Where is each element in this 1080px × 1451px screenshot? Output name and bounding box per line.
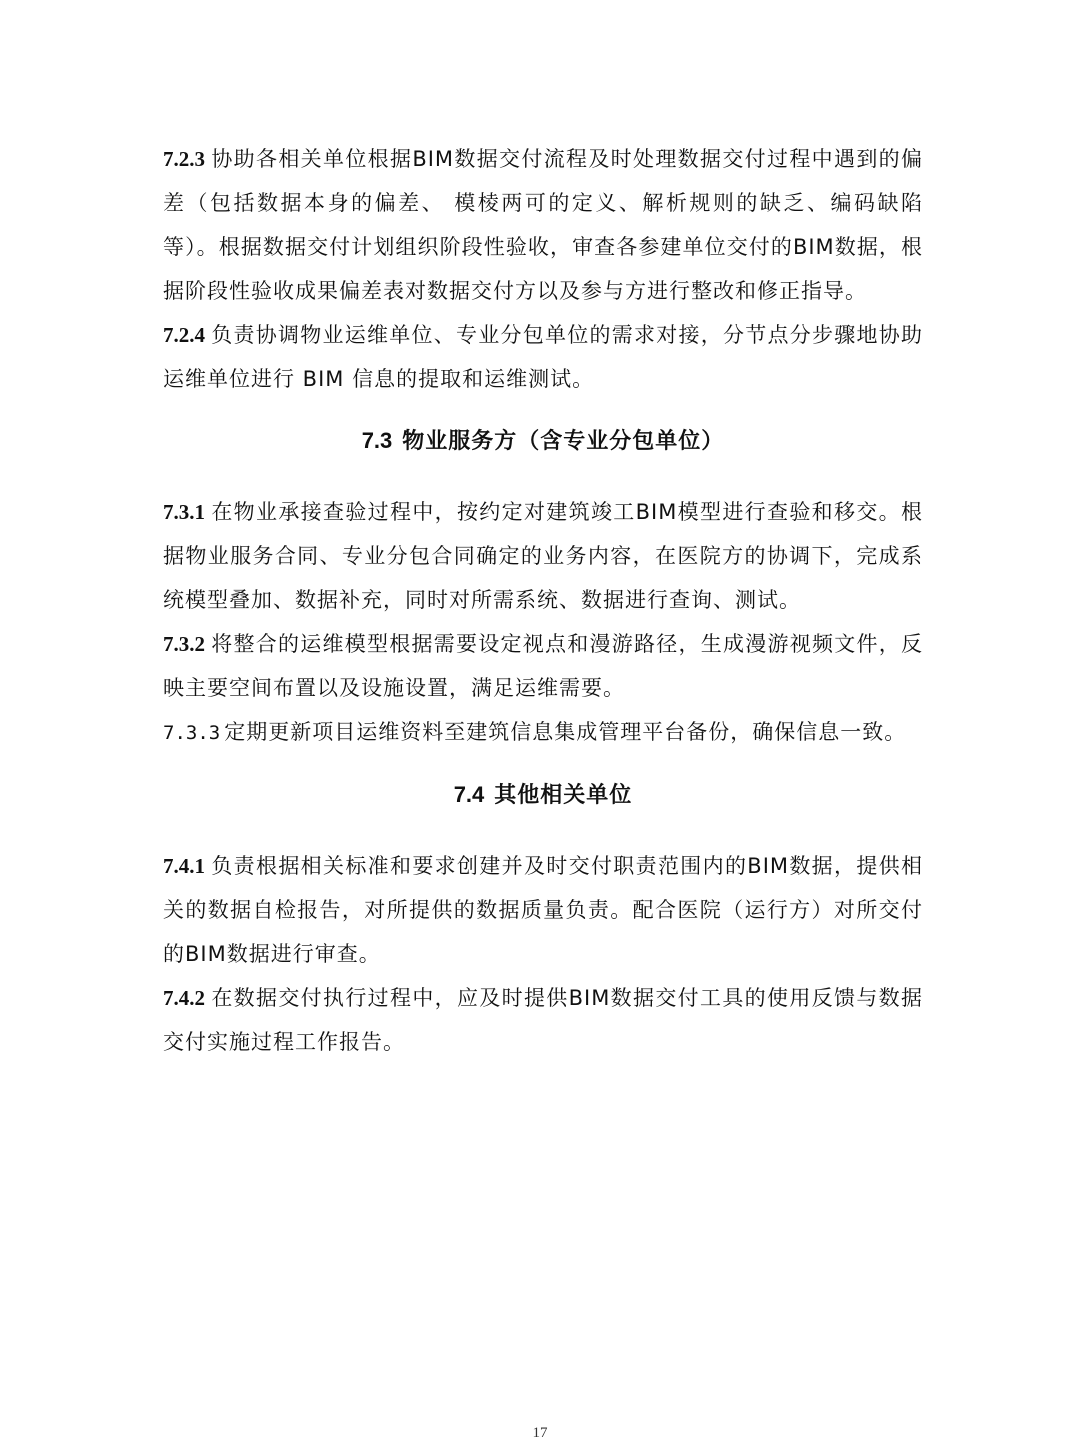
clause-7-3-2 xyxy=(163,622,923,710)
clause-number: 7.4.2 xyxy=(163,986,205,1010)
clause-7-2-3 xyxy=(163,137,923,313)
clause-number: 7.2.3 xyxy=(163,147,205,171)
clause-7-2-4 xyxy=(163,313,923,401)
clause-text: 在数据交付执行过程中，应及时提供BIM数据交付工具的使用反馈与数据交付实施过程工作报告。 xyxy=(163,986,923,1054)
clause-number: 7.2.4 xyxy=(163,323,205,347)
heading-title: 其他相关单位 xyxy=(494,783,633,808)
clause-7-3-1 xyxy=(163,490,923,622)
clause-text: 在物业承接查验过程中，按约定对建筑竣工BIM模型进行查验和移交。根据物业服务合同、专业分包合同确定的业务内容，在医院方的协调下，完成系统模型叠加、数据补充，同时对所需系统、数据进行查询、测试。 xyxy=(163,500,923,612)
clause-7-3-3 xyxy=(163,710,923,755)
clause-7-4-2 xyxy=(163,976,923,1064)
heading-number: 7.4 xyxy=(453,782,485,807)
clause-text: 将整合的运维模型根据需要设定视点和漫游路径，生成漫游视频文件，反映主要空间布置以及设施设置，满足运维需要。 xyxy=(163,632,923,700)
clause-number: 7.3.3 xyxy=(163,722,221,744)
heading-title: 物业服务方（含专业分包单位） xyxy=(402,429,725,454)
clause-text: 协助各相关单位根据BIM数据交付流程及时处理数据交付过程中遇到的偏差（包括数据本身的偏差、 模棱两可的定义、解析规则的缺乏、编码缺陷等）。根据数据交付计划组织阶段性验收，审查各参建单位交付的BIM数据，根据阶段性验收成果偏差表对数据交付方以及参与方进行整改和修正指导。 xyxy=(163,147,923,303)
clause-number: 7.3.1 xyxy=(163,500,205,524)
clause-text: 负责根据相关标准和要求创建并及时交付职责范围内的BIM数据，提供相关的数据自检报告，对所提供的数据质量负责。配合医院（运行方）对所交付的BIM数据进行审查。 xyxy=(163,854,923,966)
clause-number: 7.3.2 xyxy=(163,632,205,656)
section-heading-7-4 xyxy=(163,773,923,818)
heading-number: 7.3 xyxy=(361,428,393,453)
clause-text: 定期更新项目运维资料至建筑信息集成管理平台备份，确保信息一致。 xyxy=(224,720,907,744)
page-number: 17 xyxy=(532,1425,548,1441)
page-content xyxy=(163,137,923,1064)
clause-7-4-1 xyxy=(163,844,923,976)
clause-text: 负责协调物业运维单位、专业分包单位的需求对接，分节点分步骤地协助运维单位进行 BIM 信息的提取和运维测试。 xyxy=(163,323,923,391)
section-heading-7-3 xyxy=(163,419,923,464)
clause-number: 7.4.1 xyxy=(163,854,205,878)
